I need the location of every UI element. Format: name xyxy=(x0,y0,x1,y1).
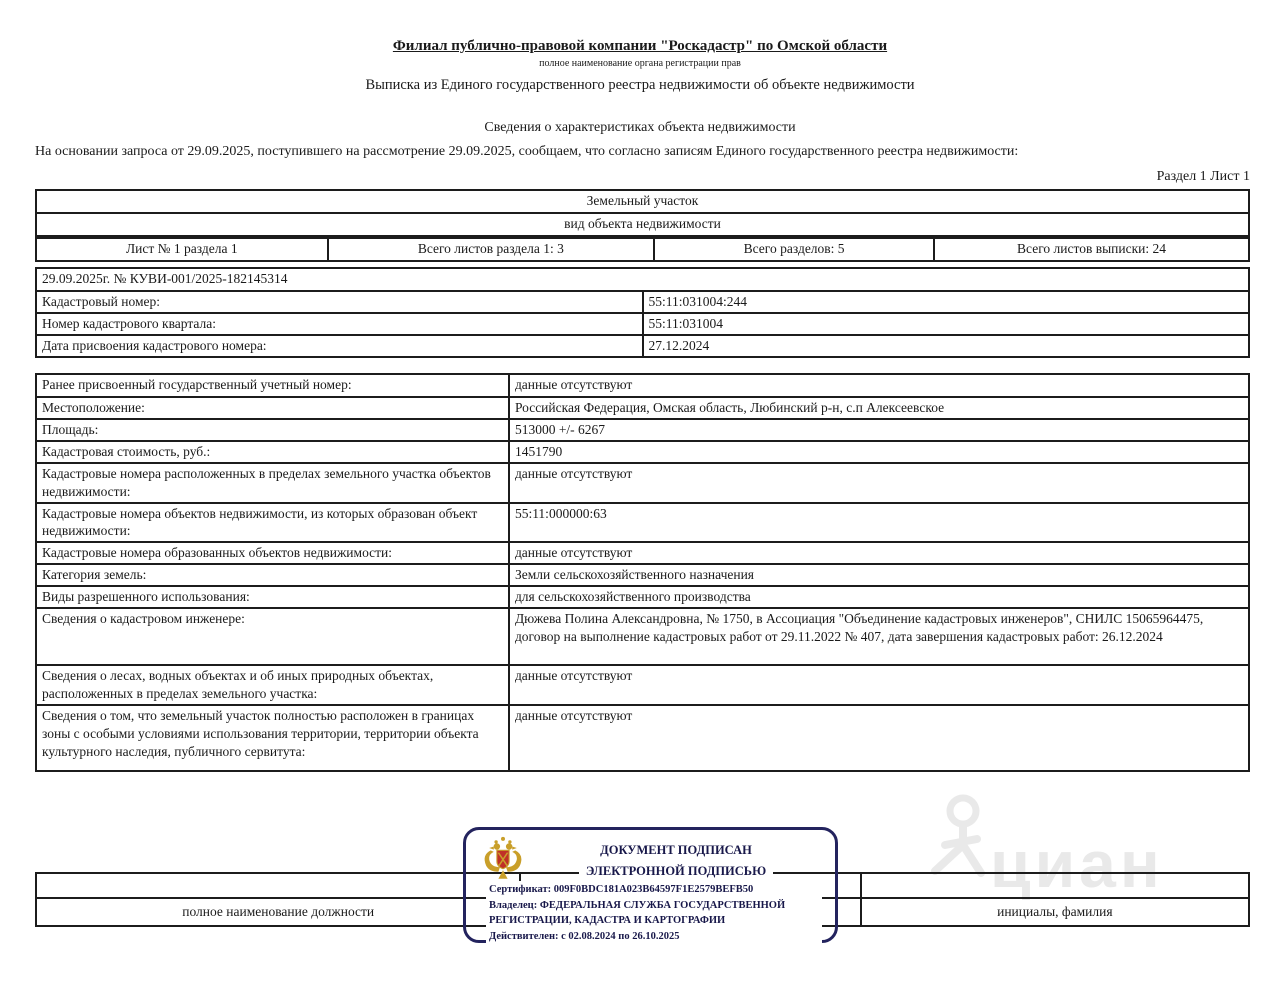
section-page-label: Раздел 1 Лист 1 xyxy=(1156,169,1250,184)
row-label: Кадастровая стоимость, руб.: xyxy=(36,441,509,463)
row-value: для сельскохозяйственного производства xyxy=(509,586,1249,608)
stamp-title-line2: ЭЛЕКТРОННОЙ ПОДПИСЬЮ xyxy=(579,861,773,882)
object-type-caption: вид объекта недвижимости xyxy=(36,213,1249,236)
table-row xyxy=(36,335,1249,357)
request-line: 29.09.2025г. № КУВИ-001/2025-182145314 xyxy=(36,268,1249,291)
stamp-certificate: Сертификат: 009F0BDC181A023B64597F1E2579BEFB50 xyxy=(489,884,754,895)
stamp-owner-line2: РЕГИСТРАЦИИ, КАДАСТРА И КАРТОГРАФИИ xyxy=(489,915,726,926)
sections-total: Всего разделов: 5 xyxy=(654,238,934,261)
row-label: Кадастровые номера образованных объектов недвижимости: xyxy=(36,542,509,564)
row-value: Российская Федерация, Омская область, Любинский р-н, с.п Алексеевское xyxy=(509,397,1249,419)
table-row xyxy=(36,503,1249,543)
row-label: Площадь: xyxy=(36,419,509,441)
section-title: Сведения о характеристиках объекта недвижимости xyxy=(484,120,796,135)
coat-of-arms-icon xyxy=(480,835,526,881)
row-value: 55:11:031004 xyxy=(643,313,1250,335)
row-label: Кадастровые номера объектов недвижимости, из которых образован объект недвижимости: xyxy=(36,503,509,543)
name-signature-cell xyxy=(861,873,1249,898)
row-label: Категория земель: xyxy=(36,564,509,586)
row-value: данные отсутствуют xyxy=(509,705,1249,771)
table-row xyxy=(36,608,1249,665)
table-row xyxy=(36,374,1249,397)
details-table xyxy=(35,373,1250,772)
sheets-total: Всего листов выписки: 24 xyxy=(934,238,1249,261)
table-row xyxy=(36,441,1249,463)
row-label: Виды разрешенного использования: xyxy=(36,586,509,608)
stamp-details-block xyxy=(486,881,822,945)
position-signature-cell xyxy=(36,873,520,898)
row-label: Номер кадастрового квартала: xyxy=(36,313,643,335)
intro-paragraph: На основании запроса от 29.09.2025, поступившего на рассмотрение 29.09.2025, сообщаем, что согласно записям Единого государственного реестра недвижимости: xyxy=(35,144,1019,159)
row-value: Дюжева Полина Александровна, № 1750, в Ассоциация "Объединение кадастровых инженеров", СНИЛС 15065964475, договор на выполнение кадастровых работ от 29.11.2022 № 407, дата завершения кадастровых работ: 26.12.2024 xyxy=(509,608,1249,665)
name-label: инициалы, фамилия xyxy=(861,898,1249,926)
doc-title: Выписка из Единого государственного реестра недвижимости об объекте недвижимости xyxy=(365,77,915,93)
table-row xyxy=(36,586,1249,608)
stamp-title-block xyxy=(528,840,824,882)
row-label: Сведения о кадастровом инженере: xyxy=(36,608,509,665)
row-value: 513000 +/- 6267 xyxy=(509,419,1249,441)
stamp-title-line1: ДОКУМЕНТ ПОДПИСАН xyxy=(593,840,759,861)
cadastral-table xyxy=(35,267,1250,358)
org-title: Филиал публично-правовой компании "Роскадастр" по Омской области xyxy=(392,38,888,54)
row-label: Кадастровый номер: xyxy=(36,291,643,313)
row-value: Земли сельскохозяйственного назначения xyxy=(509,564,1249,586)
row-value: 27.12.2024 xyxy=(643,335,1250,357)
cian-watermark-text: циан xyxy=(990,827,1164,901)
stamp-owner-line1: Владелец: ФЕДЕРАЛЬНАЯ СЛУЖБА ГОСУДАРСТВЕННОЙ xyxy=(489,899,786,911)
row-label: Кадастровые номера расположенных в пределах земельного участка объектов недвижимости: xyxy=(36,463,509,503)
table-row xyxy=(36,665,1249,705)
row-value: 1451790 xyxy=(509,441,1249,463)
row-label: Сведения о лесах, водных объектах и об иных природных объектах, расположенных в пределах земельного участка: xyxy=(36,665,509,705)
row-label: Сведения о том, что земельный участок полностью расположен в границах зоны с особыми условиями использования территории, территории объекта культурного наследия, публичного сервитута: xyxy=(36,705,509,771)
table-row xyxy=(36,463,1249,503)
row-value: данные отсутствуют xyxy=(509,463,1249,503)
row-value: 55:11:000000:63 xyxy=(509,503,1249,543)
row-value: данные отсутствуют xyxy=(509,374,1249,397)
table-row xyxy=(36,705,1249,771)
sheets-in-section: Всего листов раздела 1: 3 xyxy=(328,238,655,261)
table-row xyxy=(36,313,1249,335)
sheet-info-table xyxy=(35,237,1250,262)
digital-signature-stamp xyxy=(463,827,838,943)
object-type-table xyxy=(35,189,1250,237)
object-type-value: Земельный участок xyxy=(36,190,1249,213)
row-label: Местоположение: xyxy=(36,397,509,419)
org-subtitle: полное наименование органа регистрации прав xyxy=(539,58,741,69)
stamp-validity: Действителен: с 02.08.2024 по 26.10.2025 xyxy=(489,930,680,942)
row-value: данные отсутствуют xyxy=(509,542,1249,564)
table-row xyxy=(36,542,1249,564)
row-value: данные отсутствуют xyxy=(509,665,1249,705)
row-label: Дата присвоения кадастрового номера: xyxy=(36,335,643,357)
sheet-number: Лист № 1 раздела 1 xyxy=(36,238,328,261)
table-row xyxy=(36,419,1249,441)
table-row xyxy=(36,564,1249,586)
table-row xyxy=(36,397,1249,419)
row-value: 55:11:031004:244 xyxy=(643,291,1250,313)
table-row xyxy=(36,291,1249,313)
row-label: Ранее присвоенный государственный учетный номер: xyxy=(36,374,509,397)
position-label: полное наименование должности xyxy=(36,898,520,926)
